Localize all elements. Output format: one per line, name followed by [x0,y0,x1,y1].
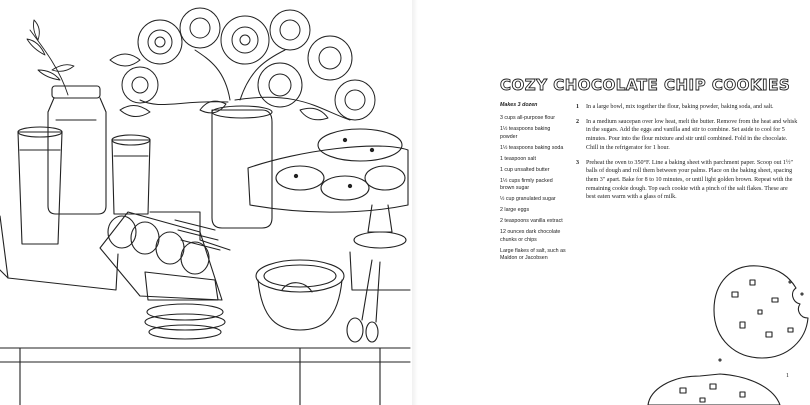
step-text: In a large bowl, mix together the flour, baking powder, baking soda, and salt. [586,104,774,110]
ingredient-item: 1½ cups firmly packed brown sugar [500,177,553,192]
ingredient-item: 1½ teaspoons baking powder [500,126,551,140]
ingredient-item: 1 cup unsalted butter [500,166,550,173]
recipe-step [576,118,798,153]
recipe-step [576,103,798,112]
ingredient-item: Large flakes of salt, such as Maldon or Jacobsen [500,247,566,262]
table [0,348,410,405]
ingredient-item: 1 teaspoon salt [500,155,536,162]
step-number: 1 [576,104,580,110]
ingredient-item: ½ cup granulated sugar [500,196,556,203]
ingredient-item: 2 teaspoons vanilla extract [500,218,563,225]
recipe-title: COZY CHOCOLATE CHIP COOKIES [500,76,791,94]
flower-bouquet [110,8,375,120]
herb-sprig [27,20,74,95]
ingredient-list [500,102,566,266]
mixing-bowl [256,260,344,330]
bitten-cookie [714,266,808,358]
step-text: In a medium saucepan over low heat, melt the butter. Remove from the heat and whisk in the sugars. Add the eggs and vanilla and stir to combine. Set aside to cool for 5 minutes. Pour into the flour mixture and stir until combined. Fold in the chocolate. Chill in the refrigerator for 1 hour. [586,118,798,151]
measuring-spoons [347,260,380,342]
recipe-steps [576,103,798,208]
cookie-stack [145,304,225,339]
book-gutter [412,0,418,405]
step-text: Preheat the oven to 350°F. Line a baking sheet with parchment paper. Scoop out 1½" balls of dough and roll them between your palms. Place on the baking sheet, spacing them 3" apart. Bake for 8 to 10 minutes, or until light golden brown. Repeat with the remaining cookie dough. Top each cookie with a pinch of the salt flakes. These are best eaten warm with a glass of milk. [586,159,794,201]
ingredient-item: 2 large eggs [500,207,530,214]
step-number: 2 [576,118,580,125]
page-number: 1 [786,373,789,379]
ingredient-item: 3 cups all-purpose flour [500,115,556,122]
recipe-yield: Makes 3 dozen [500,102,538,108]
cookie-illustration [640,258,810,405]
ingredient-item: 12 ounces dark chocolate chunks or chips [500,229,561,243]
step-number: 3 [576,159,580,166]
ingredient-item: 1½ teaspoons baking soda [500,144,564,151]
recipe-step [576,159,798,203]
milk-glasses [18,127,150,244]
flower-vase [212,106,272,228]
